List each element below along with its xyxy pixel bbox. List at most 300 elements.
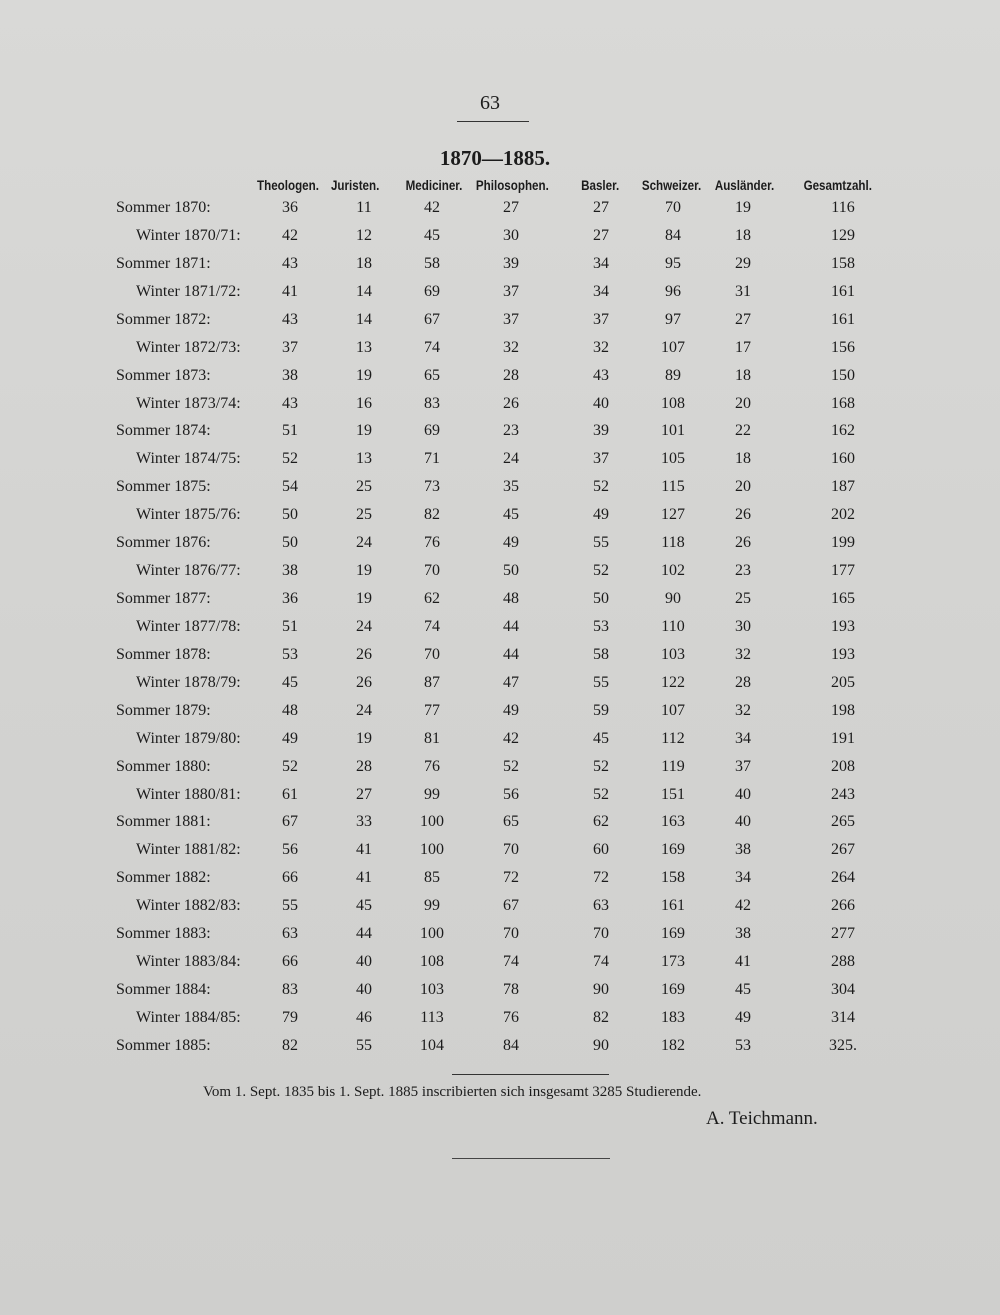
cell-value: 37 bbox=[593, 450, 609, 468]
cell-value: 105 bbox=[661, 450, 685, 468]
cell-value: 27 bbox=[593, 226, 609, 244]
cell-value: 45 bbox=[424, 226, 440, 244]
cell-value: 85 bbox=[424, 869, 440, 887]
cell-value: 51 bbox=[282, 617, 298, 635]
cell-value: 182 bbox=[661, 1036, 685, 1054]
term-label: Winter 1879/80: bbox=[136, 729, 241, 747]
term-label: Winter 1884/85: bbox=[136, 1008, 241, 1026]
cell-value: 150 bbox=[831, 366, 855, 384]
cell-value: 58 bbox=[424, 254, 440, 272]
cell-value: 161 bbox=[661, 897, 685, 915]
cell-value: 34 bbox=[735, 869, 751, 887]
table-row bbox=[0, 618, 1000, 646]
cell-value: 63 bbox=[593, 897, 609, 915]
cell-value: 53 bbox=[735, 1036, 751, 1054]
cell-value: 112 bbox=[661, 729, 685, 747]
cell-value: 40 bbox=[735, 813, 751, 831]
cell-value: 129 bbox=[831, 226, 855, 244]
cell-value: 56 bbox=[282, 841, 298, 859]
cell-value: 66 bbox=[282, 953, 298, 971]
cell-value: 31 bbox=[735, 282, 751, 300]
cell-value: 101 bbox=[661, 422, 685, 440]
cell-value: 160 bbox=[831, 450, 855, 468]
cell-value: 104 bbox=[420, 1036, 444, 1054]
cell-value: 264 bbox=[831, 869, 855, 887]
term-label: Sommer 1885: bbox=[116, 1036, 211, 1054]
cell-value: 19 bbox=[356, 562, 372, 580]
cell-value: 55 bbox=[593, 534, 609, 552]
cell-value: 37 bbox=[503, 282, 519, 300]
cell-value: 62 bbox=[424, 590, 440, 608]
cell-value: 118 bbox=[661, 534, 685, 552]
cell-value: 34 bbox=[735, 729, 751, 747]
cell-value: 53 bbox=[593, 617, 609, 635]
cell-value: 48 bbox=[503, 590, 519, 608]
cell-value: 107 bbox=[661, 338, 685, 356]
cell-value: 122 bbox=[661, 673, 685, 691]
term-label: Sommer 1880: bbox=[116, 757, 211, 775]
cell-value: 24 bbox=[356, 617, 372, 635]
cell-value: 26 bbox=[735, 534, 751, 552]
cell-value: 17 bbox=[735, 338, 751, 356]
cell-value: 24 bbox=[503, 450, 519, 468]
cell-value: 26 bbox=[356, 645, 372, 663]
cell-value: 74 bbox=[424, 338, 440, 356]
cell-value: 26 bbox=[735, 506, 751, 524]
cell-value: 32 bbox=[735, 645, 751, 663]
page-number: 63 bbox=[480, 92, 500, 114]
cell-value: 39 bbox=[503, 254, 519, 272]
cell-value: 11 bbox=[356, 199, 372, 216]
table-row bbox=[0, 311, 1000, 339]
cell-value: 73 bbox=[424, 478, 440, 496]
cell-value: 84 bbox=[665, 226, 681, 244]
cell-value: 48 bbox=[282, 701, 298, 719]
cell-value: 82 bbox=[282, 1036, 298, 1054]
table-row bbox=[0, 786, 1000, 814]
cell-value: 55 bbox=[282, 897, 298, 915]
divider-bottom bbox=[452, 1158, 610, 1159]
cell-value: 70 bbox=[665, 199, 681, 216]
cell-value: 90 bbox=[665, 590, 681, 608]
table-row bbox=[0, 199, 1000, 227]
term-label: Winter 1881/82: bbox=[136, 841, 241, 859]
table-row bbox=[0, 981, 1000, 1009]
column-header: Mediciner. bbox=[405, 178, 463, 193]
cell-value: 49 bbox=[503, 534, 519, 552]
cell-value: 169 bbox=[661, 981, 685, 999]
cell-value: 25 bbox=[356, 478, 372, 496]
cell-value: 52 bbox=[593, 757, 609, 775]
cell-value: 42 bbox=[424, 199, 440, 216]
cell-value: 51 bbox=[282, 422, 298, 440]
cell-value: 20 bbox=[735, 394, 751, 412]
cell-value: 165 bbox=[831, 590, 855, 608]
cell-value: 158 bbox=[831, 254, 855, 272]
cell-value: 18 bbox=[735, 366, 751, 384]
cell-value: 38 bbox=[282, 562, 298, 580]
table-row bbox=[0, 450, 1000, 478]
cell-value: 50 bbox=[503, 562, 519, 580]
cell-value: 72 bbox=[593, 869, 609, 887]
term-label: Winter 1876/77: bbox=[136, 562, 241, 580]
cell-value: 70 bbox=[503, 925, 519, 943]
cell-value: 19 bbox=[356, 422, 372, 440]
cell-value: 102 bbox=[661, 562, 685, 580]
cell-value: 100 bbox=[420, 841, 444, 859]
table-row bbox=[0, 646, 1000, 674]
table-row bbox=[0, 758, 1000, 786]
cell-value: 84 bbox=[503, 1036, 519, 1054]
cell-value: 34 bbox=[593, 254, 609, 272]
cell-value: 99 bbox=[424, 785, 440, 803]
cell-value: 47 bbox=[503, 673, 519, 691]
cell-value: 183 bbox=[661, 1008, 685, 1026]
cell-value: 44 bbox=[503, 617, 519, 635]
term-label: Winter 1875/76: bbox=[136, 506, 241, 524]
cell-value: 267 bbox=[831, 841, 855, 859]
cell-value: 50 bbox=[282, 534, 298, 552]
cell-value: 14 bbox=[356, 310, 372, 328]
table-row bbox=[0, 869, 1000, 897]
cell-value: 52 bbox=[282, 450, 298, 468]
cell-value: 36 bbox=[282, 590, 298, 608]
cell-value: 90 bbox=[593, 1036, 609, 1054]
cell-value: 169 bbox=[661, 925, 685, 943]
cell-value: 78 bbox=[503, 981, 519, 999]
cell-value: 44 bbox=[356, 925, 372, 943]
cell-value: 288 bbox=[831, 953, 855, 971]
column-header: Theologen. bbox=[257, 178, 319, 193]
cell-value: 27 bbox=[593, 199, 609, 216]
table-row bbox=[0, 367, 1000, 395]
table-row bbox=[0, 730, 1000, 758]
cell-value: 45 bbox=[503, 506, 519, 524]
divider-top bbox=[457, 121, 529, 122]
cell-value: 95 bbox=[665, 254, 681, 272]
cell-value: 43 bbox=[282, 310, 298, 328]
cell-value: 19 bbox=[356, 729, 372, 747]
cell-value: 18 bbox=[735, 226, 751, 244]
cell-value: 53 bbox=[282, 645, 298, 663]
cell-value: 18 bbox=[735, 450, 751, 468]
cell-value: 87 bbox=[424, 673, 440, 691]
cell-value: 38 bbox=[735, 925, 751, 943]
cell-value: 156 bbox=[831, 338, 855, 356]
cell-value: 28 bbox=[735, 673, 751, 691]
cell-value: 74 bbox=[503, 953, 519, 971]
cell-value: 63 bbox=[282, 925, 298, 943]
table-row bbox=[0, 339, 1000, 367]
table-row bbox=[0, 283, 1000, 311]
cell-value: 108 bbox=[420, 953, 444, 971]
cell-value: 32 bbox=[593, 338, 609, 356]
cell-value: 40 bbox=[735, 785, 751, 803]
cell-value: 29 bbox=[735, 254, 751, 272]
cell-value: 151 bbox=[661, 785, 685, 803]
term-label: Sommer 1870: bbox=[116, 199, 211, 216]
cell-value: 119 bbox=[661, 757, 685, 775]
cell-value: 169 bbox=[661, 841, 685, 859]
cell-value: 43 bbox=[282, 394, 298, 412]
table-row bbox=[0, 925, 1000, 953]
cell-value: 59 bbox=[593, 701, 609, 719]
cell-value: 55 bbox=[356, 1036, 372, 1054]
table-row bbox=[0, 395, 1000, 423]
cell-value: 108 bbox=[661, 394, 685, 412]
cell-value: 202 bbox=[831, 506, 855, 524]
cell-value: 81 bbox=[424, 729, 440, 747]
cell-value: 325. bbox=[829, 1036, 857, 1054]
cell-value: 44 bbox=[503, 645, 519, 663]
cell-value: 32 bbox=[503, 338, 519, 356]
summary-note: Vom 1. Sept. 1835 bis 1. Sept. 1885 inscribierten sich insgesamt 3285 Studierende. bbox=[203, 1084, 702, 1100]
cell-value: 52 bbox=[282, 757, 298, 775]
cell-value: 163 bbox=[661, 813, 685, 831]
cell-value: 41 bbox=[735, 953, 751, 971]
cell-value: 42 bbox=[503, 729, 519, 747]
cell-value: 40 bbox=[593, 394, 609, 412]
table-row bbox=[0, 841, 1000, 869]
cell-value: 243 bbox=[831, 785, 855, 803]
cell-value: 52 bbox=[503, 757, 519, 775]
cell-value: 37 bbox=[735, 757, 751, 775]
column-header: Ausländer. bbox=[715, 178, 775, 193]
cell-value: 43 bbox=[282, 254, 298, 272]
cell-value: 198 bbox=[831, 701, 855, 719]
table-row bbox=[0, 478, 1000, 506]
term-label: Sommer 1882: bbox=[116, 869, 211, 887]
cell-value: 13 bbox=[356, 450, 372, 468]
cell-value: 23 bbox=[735, 562, 751, 580]
table-row bbox=[0, 227, 1000, 255]
cell-value: 35 bbox=[503, 478, 519, 496]
cell-value: 97 bbox=[665, 310, 681, 328]
cell-value: 82 bbox=[593, 1008, 609, 1026]
cell-value: 69 bbox=[424, 282, 440, 300]
table-row bbox=[0, 1037, 1000, 1065]
cell-value: 36 bbox=[282, 199, 298, 216]
cell-value: 41 bbox=[356, 841, 372, 859]
cell-value: 103 bbox=[420, 981, 444, 999]
cell-value: 82 bbox=[424, 506, 440, 524]
cell-value: 37 bbox=[282, 338, 298, 356]
term-label: Winter 1877/78: bbox=[136, 617, 241, 635]
cell-value: 199 bbox=[831, 534, 855, 552]
table-row bbox=[0, 702, 1000, 730]
cell-value: 83 bbox=[424, 394, 440, 412]
cell-value: 113 bbox=[420, 1008, 444, 1026]
cell-value: 30 bbox=[503, 226, 519, 244]
cell-value: 70 bbox=[503, 841, 519, 859]
cell-value: 19 bbox=[356, 366, 372, 384]
cell-value: 67 bbox=[282, 813, 298, 831]
table-row bbox=[0, 674, 1000, 702]
cell-value: 107 bbox=[661, 701, 685, 719]
term-label: Winter 1882/83: bbox=[136, 897, 241, 915]
cell-value: 45 bbox=[593, 729, 609, 747]
cell-value: 14 bbox=[356, 282, 372, 300]
cell-value: 100 bbox=[420, 813, 444, 831]
column-header: Schweizer. bbox=[642, 178, 702, 193]
table-row bbox=[0, 590, 1000, 618]
cell-value: 116 bbox=[831, 199, 855, 216]
cell-value: 60 bbox=[593, 841, 609, 859]
cell-value: 34 bbox=[593, 282, 609, 300]
cell-value: 30 bbox=[735, 617, 751, 635]
cell-value: 50 bbox=[282, 506, 298, 524]
term-label: Winter 1883/84: bbox=[136, 953, 241, 971]
cell-value: 70 bbox=[593, 925, 609, 943]
cell-value: 61 bbox=[282, 785, 298, 803]
cell-value: 26 bbox=[503, 394, 519, 412]
term-label: Sommer 1884: bbox=[116, 981, 211, 999]
cell-value: 28 bbox=[503, 366, 519, 384]
cell-value: 49 bbox=[503, 701, 519, 719]
table-title: 1870—1885. bbox=[439, 146, 551, 170]
cell-value: 187 bbox=[831, 478, 855, 496]
cell-value: 40 bbox=[356, 981, 372, 999]
cell-value: 70 bbox=[424, 562, 440, 580]
cell-value: 24 bbox=[356, 534, 372, 552]
cell-value: 66 bbox=[282, 869, 298, 887]
cell-value: 40 bbox=[356, 953, 372, 971]
cell-value: 56 bbox=[503, 785, 519, 803]
term-label: Sommer 1874: bbox=[116, 422, 211, 440]
cell-value: 90 bbox=[593, 981, 609, 999]
cell-value: 33 bbox=[356, 813, 372, 831]
cell-value: 65 bbox=[503, 813, 519, 831]
cell-value: 55 bbox=[593, 673, 609, 691]
cell-value: 45 bbox=[356, 897, 372, 915]
cell-value: 54 bbox=[282, 478, 298, 496]
cell-value: 41 bbox=[282, 282, 298, 300]
cell-value: 27 bbox=[356, 785, 372, 803]
cell-value: 191 bbox=[831, 729, 855, 747]
cell-value: 161 bbox=[831, 310, 855, 328]
term-label: Sommer 1872: bbox=[116, 310, 211, 328]
cell-value: 58 bbox=[593, 645, 609, 663]
cell-value: 39 bbox=[593, 422, 609, 440]
cell-value: 38 bbox=[735, 841, 751, 859]
cell-value: 266 bbox=[831, 897, 855, 915]
term-label: Winter 1874/75: bbox=[136, 450, 241, 468]
table-row bbox=[0, 897, 1000, 925]
cell-value: 205 bbox=[831, 673, 855, 691]
cell-value: 168 bbox=[831, 394, 855, 412]
cell-value: 45 bbox=[282, 673, 298, 691]
cell-value: 37 bbox=[593, 310, 609, 328]
cell-value: 71 bbox=[424, 450, 440, 468]
cell-value: 25 bbox=[356, 506, 372, 524]
cell-value: 25 bbox=[735, 590, 751, 608]
cell-value: 76 bbox=[424, 757, 440, 775]
cell-value: 49 bbox=[735, 1008, 751, 1026]
cell-value: 20 bbox=[735, 478, 751, 496]
cell-value: 304 bbox=[831, 981, 855, 999]
cell-value: 110 bbox=[661, 617, 685, 635]
term-label: Sommer 1877: bbox=[116, 590, 211, 608]
cell-value: 42 bbox=[282, 226, 298, 244]
cell-value: 77 bbox=[424, 701, 440, 719]
cell-value: 83 bbox=[282, 981, 298, 999]
cell-value: 19 bbox=[356, 590, 372, 608]
cell-value: 12 bbox=[356, 226, 372, 244]
cell-value: 24 bbox=[356, 701, 372, 719]
column-header: Juristen. bbox=[330, 178, 380, 193]
table-row bbox=[0, 562, 1000, 590]
cell-value: 96 bbox=[665, 282, 681, 300]
author-signature: A. Teichmann. bbox=[706, 1108, 818, 1129]
cell-value: 158 bbox=[661, 869, 685, 887]
cell-value: 32 bbox=[735, 701, 751, 719]
term-label: Sommer 1881: bbox=[116, 813, 211, 831]
cell-value: 79 bbox=[282, 1008, 298, 1026]
table-row bbox=[0, 534, 1000, 562]
cell-value: 65 bbox=[424, 366, 440, 384]
cell-value: 42 bbox=[735, 897, 751, 915]
term-label: Winter 1871/72: bbox=[136, 282, 241, 300]
cell-value: 103 bbox=[661, 645, 685, 663]
term-label: Sommer 1871: bbox=[116, 254, 211, 272]
cell-value: 173 bbox=[661, 953, 685, 971]
term-label: Sommer 1879: bbox=[116, 701, 211, 719]
cell-value: 193 bbox=[831, 617, 855, 635]
table-row bbox=[0, 1009, 1000, 1037]
cell-value: 27 bbox=[503, 199, 519, 216]
cell-value: 100 bbox=[420, 925, 444, 943]
divider-middle bbox=[452, 1074, 609, 1075]
term-label: Sommer 1875: bbox=[116, 478, 211, 496]
cell-value: 277 bbox=[831, 925, 855, 943]
cell-value: 45 bbox=[735, 981, 751, 999]
cell-value: 177 bbox=[831, 562, 855, 580]
cell-value: 162 bbox=[831, 422, 855, 440]
cell-value: 28 bbox=[356, 757, 372, 775]
table-row bbox=[0, 813, 1000, 841]
cell-value: 67 bbox=[424, 310, 440, 328]
cell-value: 265 bbox=[831, 813, 855, 831]
column-header: Gesamtzahl. bbox=[803, 178, 873, 193]
table-row bbox=[0, 953, 1000, 981]
term-label: Winter 1880/81: bbox=[136, 785, 241, 803]
cell-value: 46 bbox=[356, 1008, 372, 1026]
cell-value: 89 bbox=[665, 366, 681, 384]
term-label: Sommer 1878: bbox=[116, 645, 211, 663]
term-label: Winter 1872/73: bbox=[136, 338, 241, 356]
cell-value: 72 bbox=[503, 869, 519, 887]
cell-value: 52 bbox=[593, 562, 609, 580]
cell-value: 22 bbox=[735, 422, 751, 440]
cell-value: 26 bbox=[356, 673, 372, 691]
cell-value: 43 bbox=[593, 366, 609, 384]
cell-value: 49 bbox=[282, 729, 298, 747]
cell-value: 67 bbox=[503, 897, 519, 915]
cell-value: 16 bbox=[356, 394, 372, 412]
cell-value: 74 bbox=[593, 953, 609, 971]
cell-value: 13 bbox=[356, 338, 372, 356]
cell-value: 115 bbox=[661, 478, 685, 496]
cell-value: 314 bbox=[831, 1008, 855, 1026]
cell-value: 76 bbox=[424, 534, 440, 552]
table-row bbox=[0, 255, 1000, 283]
cell-value: 37 bbox=[503, 310, 519, 328]
cell-value: 18 bbox=[356, 254, 372, 272]
cell-value: 27 bbox=[735, 310, 751, 328]
term-label: Winter 1878/79: bbox=[136, 673, 241, 691]
cell-value: 62 bbox=[593, 813, 609, 831]
column-header: Philosophen. bbox=[475, 178, 549, 193]
